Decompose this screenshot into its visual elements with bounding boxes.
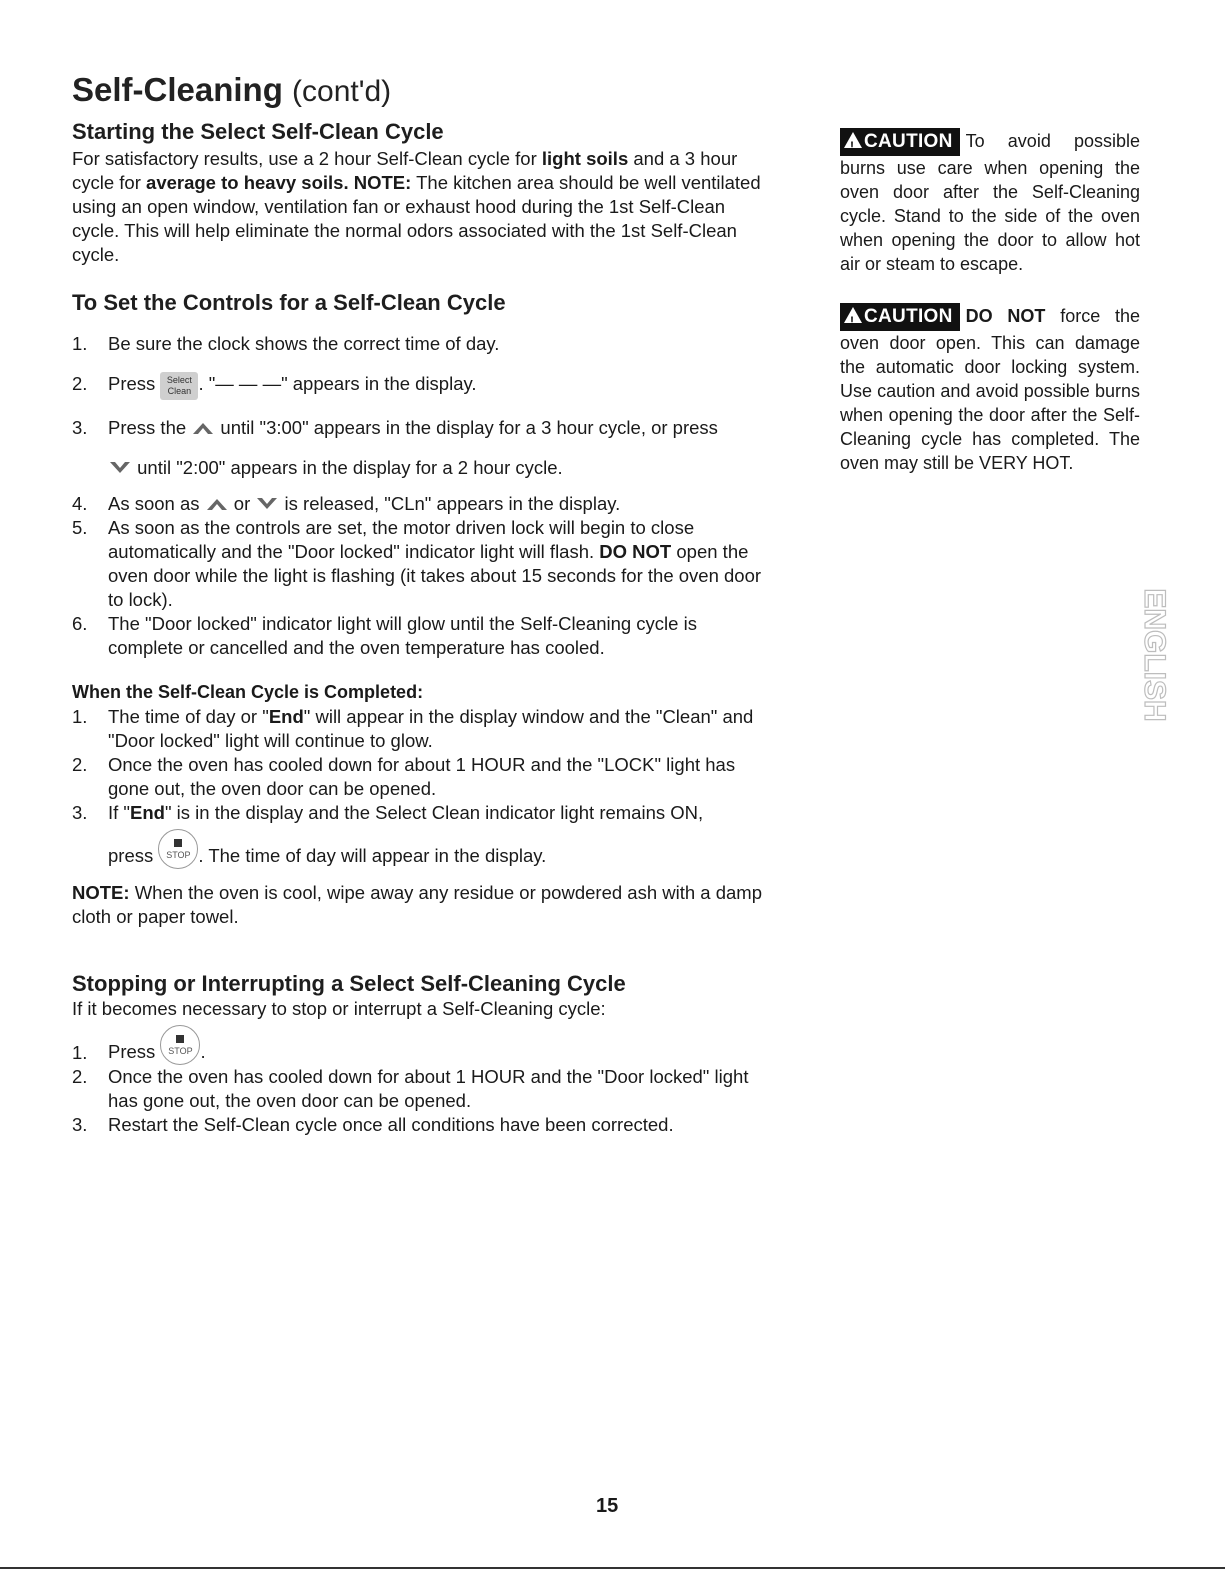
warning-triangle-icon	[844, 132, 862, 148]
section-cycle-completed	[72, 681, 772, 929]
caution-badge	[840, 128, 960, 156]
list-item	[72, 332, 772, 356]
list-item	[72, 492, 772, 516]
paragraph-text: For satisfactory results, use a 2 hour Self-Clean cycle for	[72, 148, 542, 169]
language-tab-graphic	[1128, 585, 1178, 725]
step-bold: End	[268, 706, 304, 727]
step-text: Press	[108, 1041, 161, 1062]
stop-square-icon	[174, 839, 182, 847]
section-starting-cycle	[72, 119, 772, 267]
section-set-controls	[72, 290, 772, 660]
step-number: 4.	[72, 493, 88, 514]
paragraph-bold: light soils	[541, 148, 629, 169]
step-number: 2.	[72, 754, 88, 775]
step-bold: End	[130, 802, 165, 823]
section-heading: To Set the Controls for a Self-Clean Cycle	[72, 290, 506, 315]
step-number: 1.	[72, 1042, 88, 1063]
list-item	[72, 801, 772, 869]
note-paragraph	[72, 881, 772, 929]
step-number: 3.	[72, 802, 88, 823]
step-text: Once the oven has cooled down for about 1 HOUR and the "LOCK" light has gone out, the oven door can be opened.	[108, 754, 736, 799]
step-text: is released, "CLn" appears in the display.	[279, 493, 621, 514]
language-side-tab	[1128, 585, 1178, 725]
list-item	[72, 1025, 772, 1065]
step-text: If "	[108, 802, 130, 823]
warning-triangle-icon	[844, 307, 862, 323]
step-text: Press	[108, 373, 161, 394]
section-stopping-cycle	[72, 971, 772, 1137]
step-text: " is in the display and the Select Clean indicator light remains ON,	[164, 802, 704, 823]
step-number: 3.	[72, 1114, 88, 1135]
key-label-top: Select	[166, 375, 192, 385]
caution-label: CAUTION	[864, 131, 953, 152]
list-item	[72, 1113, 772, 1137]
stop-key-label: STOP	[166, 850, 191, 860]
step-continuation	[108, 829, 772, 869]
paragraph-text: The kitchen area should be well ventilated using an open window, ventilation fan or exhaust hood during the 1st Self-Clean cycle. This will help eliminate the normal odors associated with the 1st Self-Clean cycle.	[72, 172, 761, 265]
steps-list	[72, 705, 772, 869]
paragraph-bold: average to heavy soils. NOTE:	[146, 172, 412, 193]
caution-label: CAUTION	[864, 306, 953, 327]
bottom-divider	[0, 1567, 1225, 1569]
list-item	[72, 753, 772, 801]
step-text: Restart the Self-Clean cycle once all conditions have been corrected.	[108, 1114, 674, 1135]
step-number: 2.	[72, 373, 88, 394]
page-title-main: Self-Cleaning	[72, 71, 283, 108]
down-arrow-icon	[108, 460, 132, 476]
note-text: When the oven is cool, wipe away any residue or powdered ash with a damp cloth or paper towel.	[72, 882, 762, 927]
language-tab-text: ENGLISH	[1138, 588, 1172, 722]
list-item	[72, 416, 772, 480]
step-number: 6.	[72, 613, 88, 634]
caution-text: force the oven door open. This can damage the automatic door locking system. Use caution and avoid possible burns when opening the door after the Self-Cleaning cycle has completed. The oven may still be VERY HOT.	[840, 306, 1140, 473]
caution-bold: DO NOT	[965, 306, 1046, 326]
caution-box-hot-air	[840, 128, 1140, 276]
section-heading: Stopping or Interrupting a Select Self-Cleaning Cycle	[72, 971, 626, 996]
step-text: . "— — —" appears in the display.	[198, 373, 477, 394]
section-heading: When the Self-Clean Cycle is Completed:	[72, 682, 424, 702]
list-item	[72, 372, 772, 400]
section-intro: If it becomes necessary to stop or interrupt a Self-Cleaning cycle:	[72, 998, 606, 1019]
list-item	[72, 1065, 772, 1113]
list-item	[72, 612, 772, 660]
step-text: The time of day or "	[108, 706, 269, 727]
steps-list	[72, 1025, 772, 1137]
stop-key-icon	[158, 829, 198, 869]
step-number: 1.	[72, 706, 88, 727]
step-text: . The time of day will appear in the display.	[198, 845, 547, 866]
caution-text: To avoid possible burns use care when opening the oven door after the Self-Cleaning cycle. Stand to the side of the oven when opening the door to allow hot air or steam to escape.	[840, 131, 1140, 274]
step-number: 5.	[72, 517, 88, 538]
key-label-bottom: Clean	[167, 386, 192, 396]
step-text: Once the oven has cooled down for about 1 HOUR and the "Door locked" light has gone out, the oven door can be opened.	[108, 1066, 749, 1111]
step-text: As soon as the controls are set, the motor driven lock will begin to close automatically and the "Door locked" indicator light will flash.	[108, 517, 695, 562]
step-text: press	[108, 845, 159, 866]
step-text: Press the	[108, 417, 192, 438]
step-text: The "Door locked" indicator light will glow until the Self-Cleaning cycle is complete or cancelled and the oven temperature has cooled.	[108, 613, 697, 658]
section-heading: Starting the Select Self-Clean Cycle	[72, 119, 444, 144]
page-number: 15	[596, 1495, 619, 1517]
section-paragraph	[72, 147, 772, 267]
paragraph-text: and a 3 hour cycle for	[72, 148, 738, 193]
step-text: Be sure the clock shows the correct time of day.	[108, 333, 500, 354]
step-number: 1.	[72, 333, 88, 354]
step-number: 3.	[72, 417, 88, 438]
step-number: 2.	[72, 1066, 88, 1087]
note-label: NOTE:	[72, 882, 130, 903]
down-arrow-icon	[255, 496, 279, 512]
page-title	[72, 70, 391, 112]
select-clean-key-icon	[160, 372, 198, 400]
step-text: open the oven door while the light is flashing (it takes about 15 seconds for the oven door to lock).	[108, 541, 762, 610]
steps-list	[72, 332, 772, 660]
stop-square-icon	[176, 1035, 184, 1043]
step-text: until "2:00" appears in the display for a 2 hour cycle.	[132, 457, 563, 478]
step-text: " will appear in the display window and the "Clean" and "Door locked" light will continue to glow.	[108, 706, 754, 751]
stop-key-label: STOP	[168, 1046, 193, 1056]
step-bold: DO NOT	[599, 541, 672, 562]
step-text: .	[200, 1041, 206, 1062]
caution-badge	[840, 303, 960, 331]
step-continuation	[108, 456, 772, 480]
step-text: until "3:00" appears in the display for a 3 hour cycle, or press	[215, 417, 718, 438]
stop-key-icon	[160, 1025, 200, 1065]
list-item	[72, 516, 772, 612]
up-arrow-icon	[191, 420, 215, 436]
caution-box-door-lock	[840, 303, 1140, 475]
up-arrow-icon	[205, 496, 229, 512]
step-text: or	[228, 493, 256, 514]
step-text: As soon as	[108, 493, 205, 514]
page-title-suffix: (cont'd)	[292, 75, 392, 108]
list-item	[72, 705, 772, 753]
